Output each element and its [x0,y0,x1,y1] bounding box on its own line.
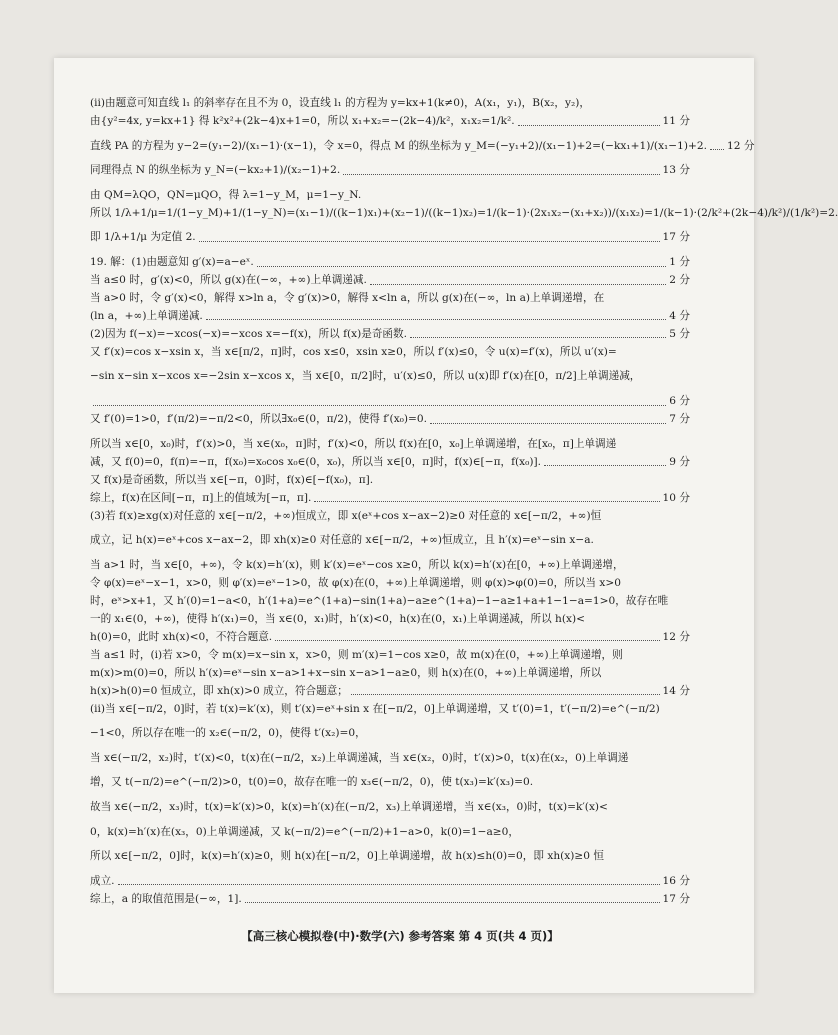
line-text: 增，又 t(−π/2)=e^(−π/2)>0，t(0)=0，故存在唯一的 x₃∈(−π/2，0)，使 t(x₃)=k′(x₃)=0. [90,776,534,789]
line-text: 直线 PA 的方程为 y−2=(y₁−2)/(x₁−1)·(x−1)，令 x=0，得点 M 的纵坐标为 y_M=(−y₁+2)/(x₁−1)+2=(−kx₁+1)/(x₁−1)+2. [90,139,708,152]
solution-line [90,612,690,627]
line-text: 当 a≤0 时，g′(x)<0，所以 g(x)在(−∞，+∞)上单调递减. [90,273,367,286]
line-text: 所以 x∈[−π/2，0]时，k(x)=h′(x)≥0，则 h(x)在[−π/2，0]上单调递增，故 h(x)≤h(0)=0，即 xh(x)≥0 恒 [90,850,604,863]
line-text: h(x)>h(0)=0 恒成立，即 xh(x)>0 成立，符合题意； [90,684,348,697]
solution-line [90,188,690,203]
line-text: 由{y²=4x, y=kx+1} 得 k²x²+(2k−4)x+1=0，所以 x₁+x₂=−(2k−4)/k²，x₁x₂=1/k². [90,114,515,127]
solution-line [90,874,690,889]
dotted-leader [275,639,659,641]
dotted-leader [257,265,667,267]
line-text: 成立. [90,874,115,887]
solution-line [90,892,690,907]
line-text: h(0)=0，此时 xh(x)<0，不符合题意. [90,630,273,643]
dotted-leader [430,422,666,424]
line-text: 综上，f(x)在区间[−π，π]上的值域为[−π，π]. [90,491,312,504]
dotted-leader [118,883,660,885]
dotted-leader [351,693,660,695]
line-text: 又 f′(x)=cos x−xsin x，当 x∈[π/2，π]时，cos x≤0，xsin x≥0，所以 f′(x)≤0，令 u(x)=f′(x)，所以 u′(x)= [90,345,617,358]
solution-line [90,533,690,548]
line-text: 由 QM=λQO，QN=μQO，得 λ=1−y_M，μ=1−y_N. [90,188,362,201]
score-points: 11 分 [662,114,690,127]
dotted-leader [518,124,660,126]
score-points: 14 分 [662,684,690,697]
line-text: 同理得点 N 的纵坐标为 y_N=(−kx₂+1)/(x₂−1)+2. [90,164,341,177]
score-points: 10 分 [662,491,690,504]
line-text: 综上，a 的取值范围是(−∞，1]. [90,892,242,905]
line-text: 成立，记 h(x)=eˣ+cos x−ax−2，即 xh(x)≥0 对任意的 x∈[−π/2，+∞)恒成立，且 h′(x)=eˣ−sin x−a. [90,534,594,547]
solution-text [90,96,838,910]
solution-line [90,509,690,524]
score-points: 17 分 [662,231,690,244]
solution-line [90,825,690,840]
line-text: m(x)>m(0)=0，所以 h′(x)=eˣ−sin x−a>1+x−sin x−a>1−a≥0，则 h(x)在(0，+∞)上单调递增，所以 [90,666,602,679]
line-text: 当 a>1 时，当 x∈[0，+∞)，令 k(x)=h′(x)，则 k′(x)=eˣ−cos x≥0，所以 k(x)=h′(x)在[0，+∞)上单调递增， [90,558,624,571]
score-points: 4 分 [669,309,690,322]
line-text: 即 1/λ+1/μ 为定值 2. [90,231,196,244]
line-text: −sin x−sin x−xcos x=−2sin x−xcos x，当 x∈[0，π/2]时，u′(x)≤0，所以 u(x)即 f′(x)在[0，π/2]上单调递减， [90,370,641,383]
dotted-leader [410,336,666,338]
solution-line [90,345,690,360]
line-text: 减，又 f(0)=0，f(π)=−π，f(x₀)=x₀cos x₀∈(0，x₀)，所以当 x∈[0，π]时，f(x)∈[−π，f(x₀)]. [90,455,542,468]
solution-line [90,412,690,427]
solution-line [90,751,690,766]
solution-line [90,491,690,506]
score-points: 1 分 [669,255,690,268]
line-text: 一的 x₁∈(0，+∞)，使得 h′(x₁)=0，当 x∈(0，x₁)时，h′(x)<0，h(x)在(0，x₁)上单调递减，所以 h(x)< [90,612,585,625]
solution-line [90,726,690,741]
dotted-leader [206,318,667,320]
dotted-leader [544,464,666,466]
solution-line [90,139,755,154]
solution-line [90,684,690,699]
solution-line [90,255,690,270]
dotted-leader [314,500,659,502]
score-points: 7 分 [669,413,690,426]
solution-line [90,576,690,591]
line-text: 当 x∈(−π/2，x₂)时，t′(x)<0，t(x)在(−π/2，x₂)上单调递减，当 x∈(x₂，0)时，t′(x)>0，t(x)在(x₂，0)上单调递 [90,751,629,764]
solution-line [90,849,690,864]
line-text: (ⅱ)当 x∈[−π/2，0]时，若 t(x)=k′(x)，则 t′(x)=eˣ+sin x 在[−π/2，0]上单调递增，又 t′(0)=1，t′(−π/2)=e^(−π/2) [90,702,660,715]
score-points: 9 分 [669,455,690,468]
solution-line [90,455,690,470]
solution-line [90,114,690,129]
line-text: (2)因为 f(−x)=−xcos(−x)=−xcos x=−f(x)，所以 f(x)是奇函数. [90,327,407,340]
line-text: 0，k(x)=h′(x)在(x₃，0)上单调递减，又 k(−π/2)=e^(−π/2)+1−a>0，k(0)=1−a≥0， [90,825,520,838]
solution-line [90,648,690,663]
solution-line [90,291,690,306]
dotted-leader [245,901,660,903]
score-points: 2 分 [669,273,690,286]
solution-line [90,437,690,452]
solution-line [90,594,690,609]
solution-line [90,273,690,288]
solution-line [90,309,690,324]
solution-line [90,558,690,573]
line-text: 所以 1/λ+1/μ=1/(1−y_M)+1/(1−y_N)=(x₁−1)/((k−1)x₁)+(x₂−1)/((k−1)x₂)=1/(k−1)·(2x₁x₂−(x₁+x₂))/(x₁x₂)=1/(k−1)·(2/k²+(2k−4)/k²)/(1/k²)=2. [90,206,838,219]
line-text: (ⅱ)由题意可知直线 l₁ 的斜率存在且不为 0，设直线 l₁ 的方程为 y=kx+1(k≠0)，A(x₁，y₁)，B(x₂，y₂)， [90,97,590,109]
score-points: 12 分 [662,630,690,643]
solution-line [90,327,690,342]
line-text: 当 a>0 时，令 g′(x)<0，解得 x>ln a，令 g′(x)>0，解得 x<ln a，所以 g(x)在(−∞，ln a)上单调递增，在 [90,291,605,304]
line-text: (3)若 f(x)≥xg(x)对任意的 x∈[−π/2，+∞)恒成立，即 x(eˣ+cos x−ax−2)≥0 对任意的 x∈[−π/2，+∞)恒 [90,509,602,522]
solution-line [90,775,690,790]
line-text: 故当 x∈(−π/2，x₃)时，t(x)=k′(x)>0，k(x)=h′(x)在(−π/2，x₃)上单调递增，当 x∈(x₃，0)时，t(x)=k′(x)< [90,801,608,813]
score-points: 17 分 [662,892,690,905]
solution-line [90,163,690,178]
line-text: 时，eˣ>x+1，又 h′(0)=1−a<0，h′(1+a)=e^(1+a)−sin(1+a)−a≥e^(1+a)−1−a≥1+a+1−1−a=1>0，故存在唯 [90,594,669,607]
line-text: 所以当 x∈[0，x₀)时，f′(x)>0，当 x∈(x₀，π]时，f′(x)<0，所以 f(x)在[0，x₀]上单调递增，在[x₀，π]上单调递 [90,437,617,450]
line-text: 又 f(x)是奇函数，所以当 x∈[−π，0]时，f(x)∈[−f(x₀)，π]. [90,473,374,486]
dotted-leader [93,404,666,406]
solution-line [90,473,690,488]
line-text: 又 f′(0)=1>0，f′(π/2)=−π/2<0，所以∃x₀∈(0，π/2)，使得 f′(x₀)=0. [90,413,428,426]
dotted-leader [370,283,666,285]
solution-line [90,666,690,681]
dotted-leader [199,240,660,242]
solution-line [90,702,690,717]
line-text: (ln a，+∞)上单调递减. [90,309,203,322]
solution-line [90,800,690,815]
score-points: 13 分 [662,164,690,177]
solution-line [90,630,690,645]
line-text: −1<0，所以存在唯一的 x₂∈(−π/2，0)，使得 t′(x₂)=0， [90,727,366,740]
solution-line [90,230,690,245]
dotted-leader [710,148,724,150]
score-points: 6 分 [669,395,690,408]
score-points: 16 分 [662,874,690,887]
solution-line [90,394,690,409]
solution-line [90,369,690,384]
score-points: 12 分 [727,139,755,152]
line-text: 令 φ(x)=eˣ−x−1，x>0，则 φ′(x)=eˣ−1>0，故 φ(x)在(0，+∞)上单调递增，则 φ(x)>φ(0)=0，所以当 x>0 [90,576,621,589]
solution-line [90,96,690,111]
line-text: 19. 解：(1)由题意知 g′(x)=a−eˣ. [90,255,254,268]
page-footer: 【高三核心模拟卷(中)·数学(六) 参考答案 第 4 页(共 4 页)】 [241,929,559,943]
line-text: 当 a≤1 时，(ⅰ)若 x>0，令 m(x)=x−sin x，x>0，则 m′(x)=1−cos x≥0，故 m(x)在(0，+∞)上单调递增，则 [90,648,623,661]
solution-line [90,206,838,221]
score-points: 5 分 [669,327,690,340]
dotted-leader [343,173,659,175]
